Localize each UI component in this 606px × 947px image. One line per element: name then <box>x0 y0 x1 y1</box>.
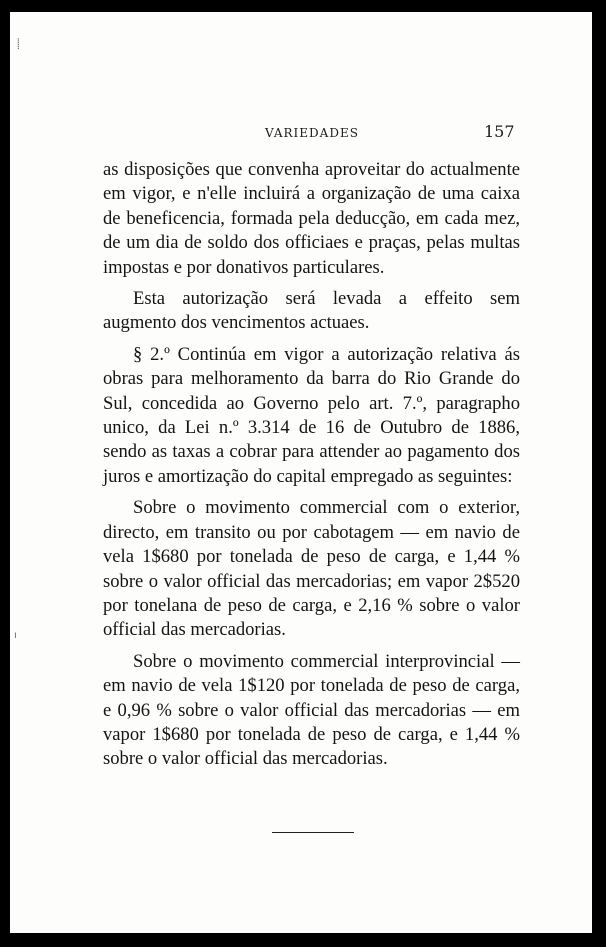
paragraph-3: § 2.º Continúa em vigor a autorização relativa ás obras para melhoramento da barra do Rio Grande do Sul, concedida ao Governo pelo art. 7.º, paragrapho unico, da Lei n.º 3.314 de 16 de Outubro de 1886, sendo as taxas a cobrar para attender ao pagamento dos juros e amortização do capital empregado as seguintes: <box>103 343 520 487</box>
paragraph-4: Sobre o movimento commercial com o exterior, directo, em transito ou por cabotagem — em navio de vela 1$680 por tonelada de peso de carga, e 1,44 % sobre o valor official das mercadorias; em vapor 2$520 por tonelana de peso de carga, e 2,16 % sobre o valor official das mercadorias. <box>103 497 520 641</box>
margin-mark: ı <box>14 630 17 641</box>
paragraph-5: Sobre o movimento commercial interprovincial — em navio de vela 1$120 por tonelada de peso de carga, e 0,96 % sobre o valor official das mercadorias — em vapor 1$680 por tonelada de peso de carga, e 1,44 % sobre o valor official das mercadorias. <box>103 650 520 770</box>
paragraph-2: Esta autorização será levada a effeito sem augmento dos vencimentos actuaes. <box>103 288 520 334</box>
body-text <box>103 158 520 779</box>
page-number: 157 <box>484 122 515 141</box>
book-page <box>10 12 592 933</box>
end-rule <box>272 832 354 833</box>
paragraph-1: as disposições que convenha aproveitar do actualmente em vigor, e n'elle incluirá a organização de uma caixa de beneficencia, formada pela deducção, em cada mez, de um dia de soldo dos officiaes e praças, pelas multas impostas e por donativos particulares. <box>103 159 520 278</box>
running-title: VARIEDADES <box>265 126 359 140</box>
margin-mark: ⸽ <box>17 39 20 50</box>
